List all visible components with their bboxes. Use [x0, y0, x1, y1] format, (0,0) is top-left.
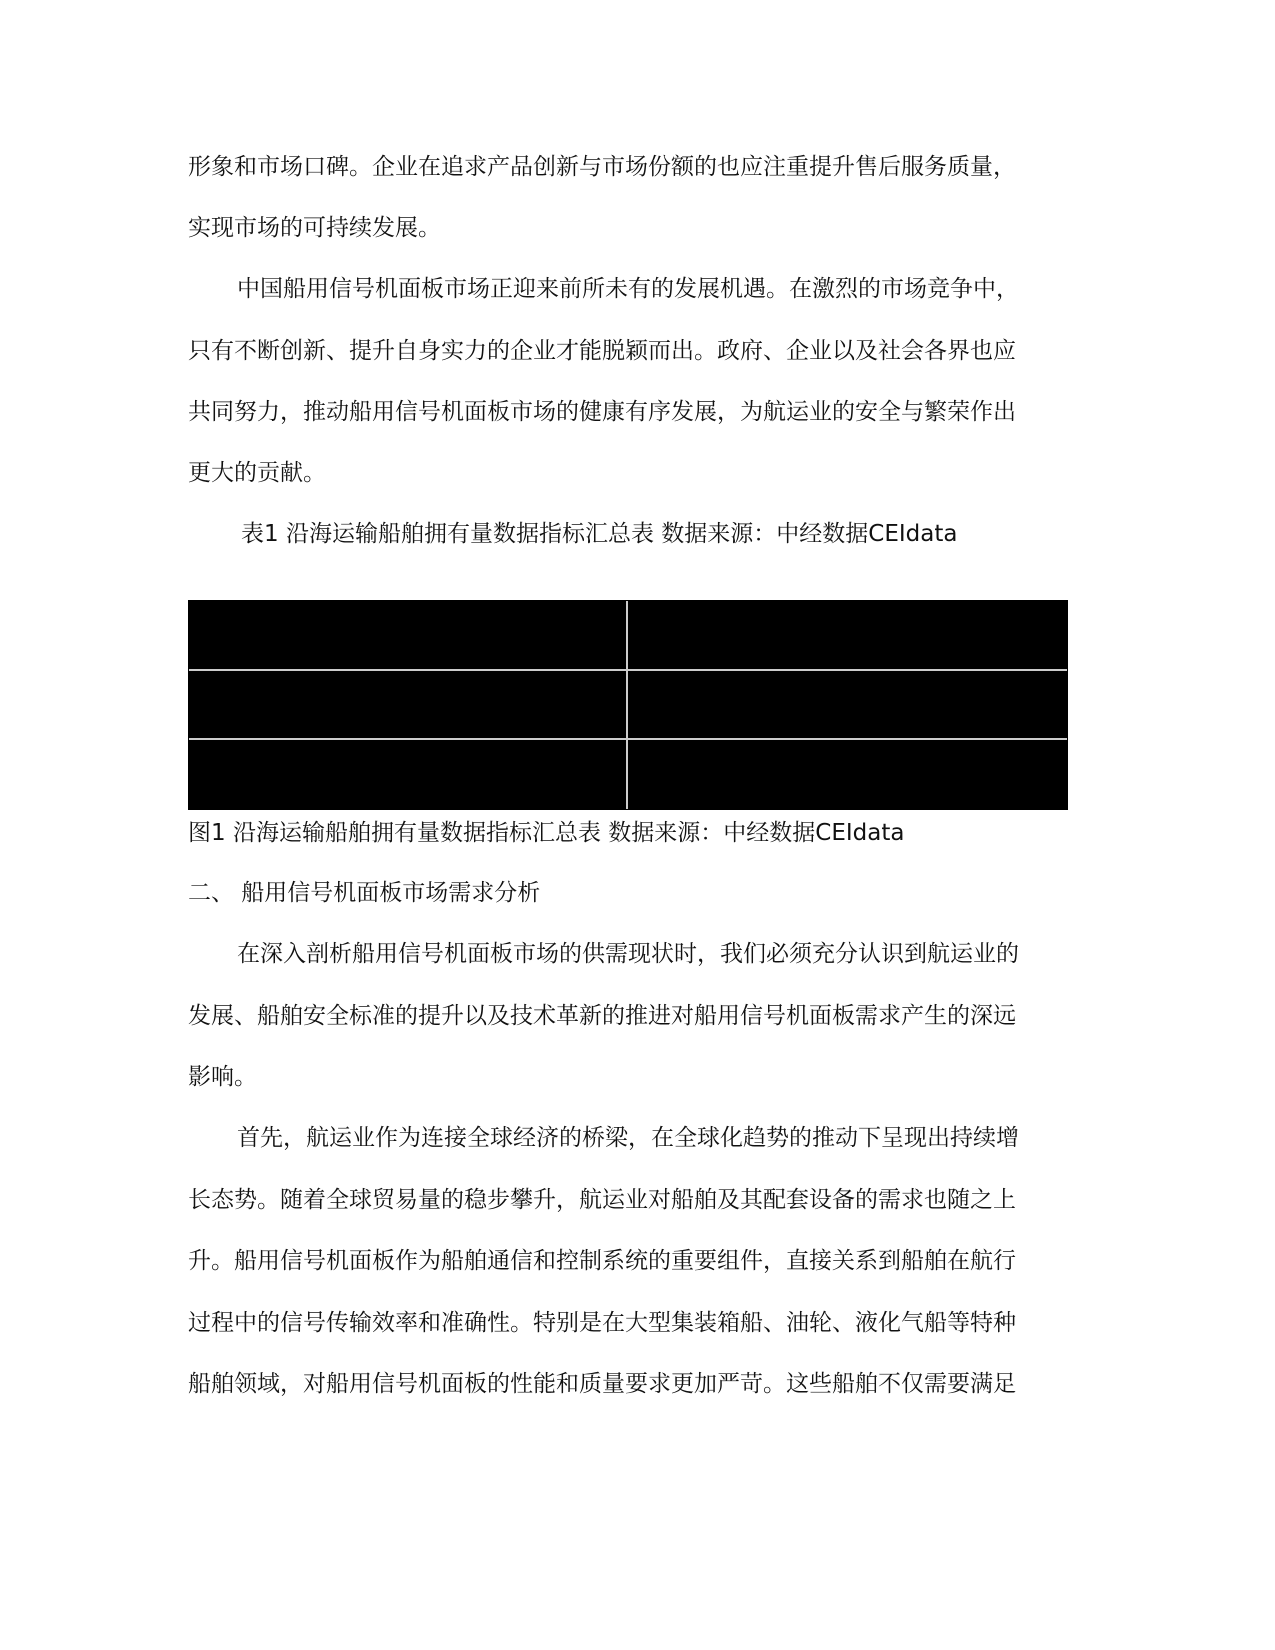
paragraph-4-line-1: 首先，航运业作为连接全球经济的桥梁，在全球化趋势的推动下呈现出持续增: [237, 1125, 1019, 1151]
paragraph-1-line-1: 形象和市场口碑。企业在追求产品创新与市场份额的也应注重提升售后服务质量，: [188, 154, 1016, 180]
table-column-divider: [626, 601, 628, 809]
paragraph-2-line-3: 共同努力，推动船用信号机面板市场的健康有序发展，为航运业的安全与繁荣作出: [188, 399, 1016, 425]
table-caption: 表1 沿海运输船舶拥有量数据指标汇总表 数据来源：中经数据CEIdata: [241, 521, 958, 547]
paragraph-1-line-2: 实现市场的可持续发展。: [188, 215, 441, 241]
table-row-divider: [189, 669, 1067, 671]
paragraph-4-line-2: 长态势。随着全球贸易量的稳步攀升，航运业对船舶及其配套设备的需求也随之上: [188, 1187, 1016, 1213]
paragraph-4-line-5: 船舶领域，对船用信号机面板的性能和质量要求更加严苛。这些船舶不仅需要满足: [188, 1371, 1016, 1397]
paragraph-3-line-1: 在深入剖析船用信号机面板市场的供需现状时，我们必须充分认识到航运业的: [237, 941, 1019, 967]
paragraph-4-line-4: 过程中的信号传输效率和准确性。特别是在大型集装箱船、油轮、液化气船等特种: [188, 1310, 1016, 1336]
figure-caption: 图1 沿海运输船舶拥有量数据指标汇总表 数据来源：中经数据CEIdata: [188, 820, 905, 846]
table-row-divider: [189, 738, 1067, 740]
data-table: [188, 600, 1068, 810]
paragraph-2-line-1: 中国船用信号机面板市场正迎来前所未有的发展机遇。在激烈的市场竞争中，: [237, 276, 1019, 302]
paragraph-3-line-2: 发展、船舶安全标准的提升以及技术革新的推进对船用信号机面板需求产生的深远: [188, 1003, 1016, 1029]
paragraph-2-line-2: 只有不断创新、提升自身实力的企业才能脱颖而出。政府、企业以及社会各界也应: [188, 338, 1016, 364]
paragraph-3-line-3: 影响。: [188, 1064, 257, 1090]
paragraph-2-line-4: 更大的贡献。: [188, 460, 326, 486]
section-heading: 二、 船用信号机面板市场需求分析: [188, 880, 541, 906]
paragraph-4-line-3: 升。船用信号机面板作为船舶通信和控制系统的重要组件，直接关系到船舶在航行: [188, 1248, 1016, 1274]
